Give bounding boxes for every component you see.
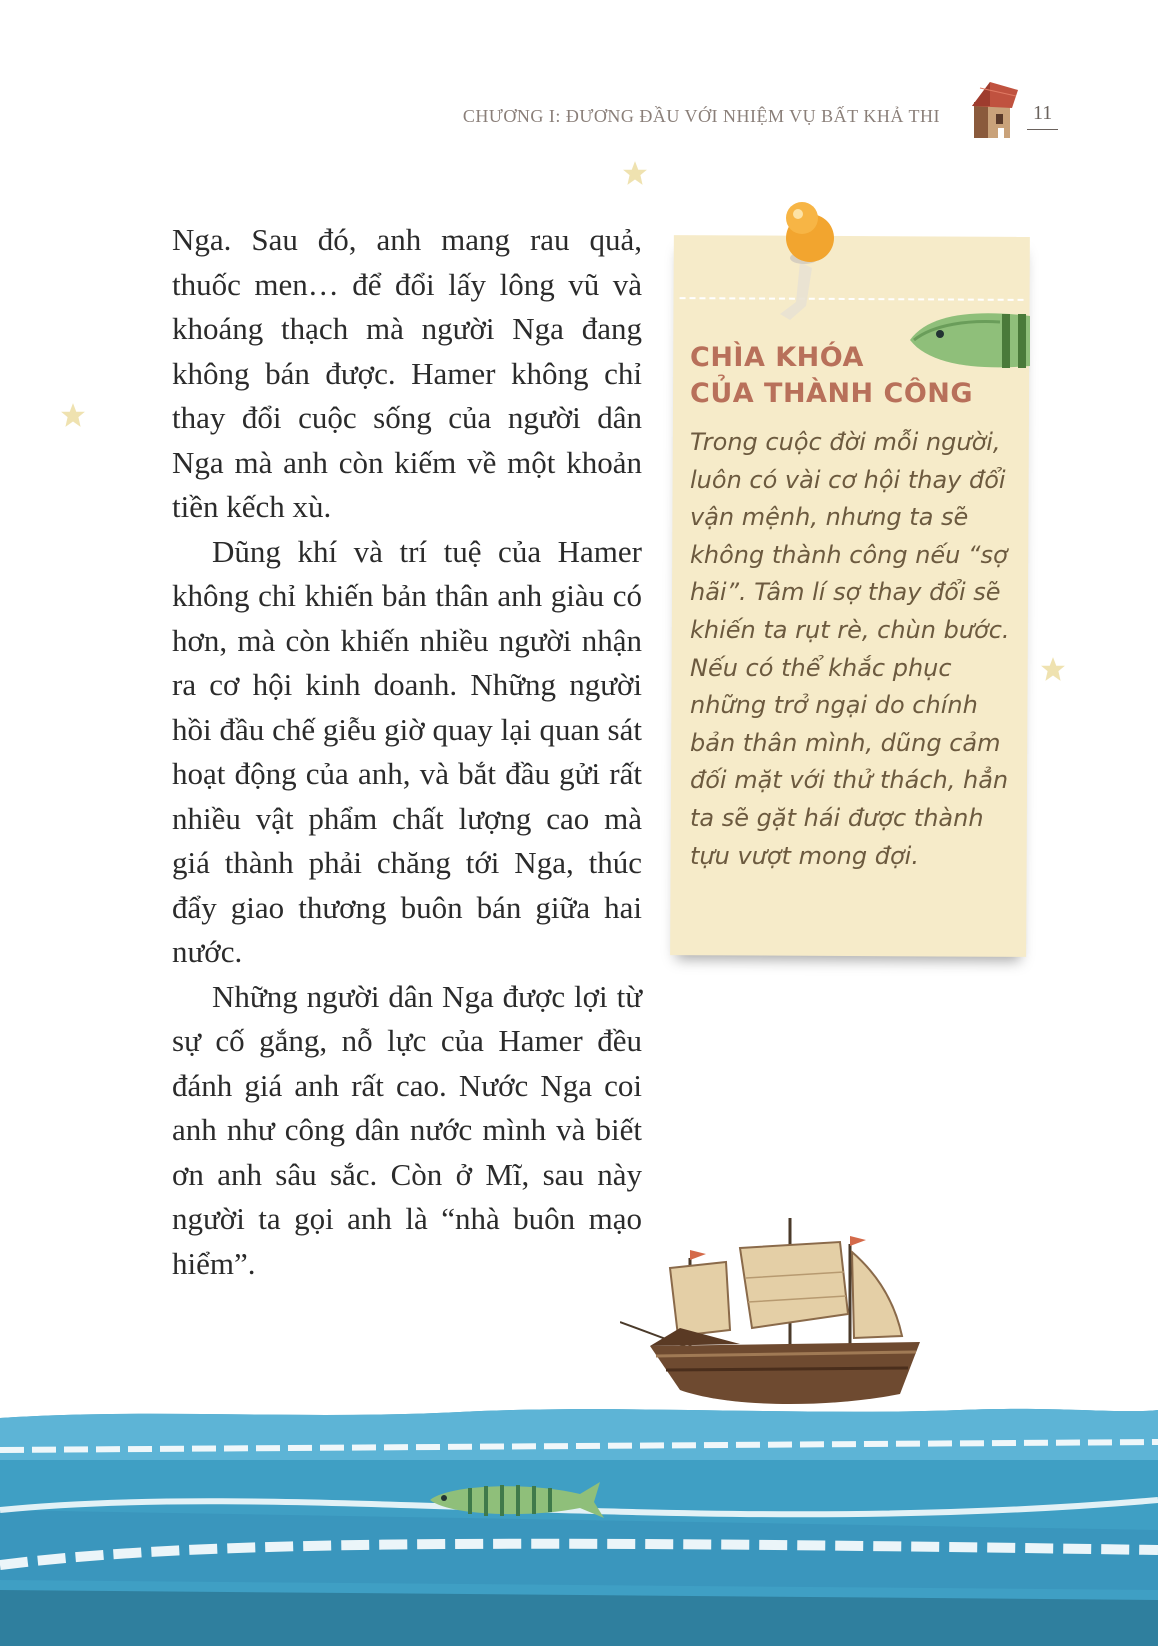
note-divider	[680, 297, 1024, 301]
sea-illustration	[0, 1390, 1158, 1646]
star-icon	[1040, 656, 1066, 682]
note-text: Trong cuộc đời mỗi người, luôn có vài cơ hội thay đổi vận mệnh, nhưng ta sẽ không thành công nếu “sợ hãi”. Tâm lí sợ thay đổi sẽ khiến ta rụt rè, chùn bước. Nếu có thể khắc phục những trở ngại do chính bản thân mình, dũng cảm đối mặt với thử thách, hẳn ta sẽ gặt hái được thành tựu vượt mong đợi.	[690, 428, 1010, 870]
page-header	[380, 96, 1060, 146]
paragraph: Dũng khí và trí tuệ của Hamer không chỉ khiến bản thân anh giàu có hơn, mà còn khiến nhiều người nhận ra cơ hội kinh doanh. Những người hồi đầu chế giễu giờ quay lại quan sát hoạt động của anh, và bắt đầu gửi rất nhiều vật phẩm chất lượng cao mà giá thành phải chăng tới Nga, thúc đẩy giao thương buôn bán giữa hai nước.	[172, 533, 642, 969]
house-icon	[970, 78, 1020, 140]
note-heading-line: CỦA THÀNH CÔNG	[690, 378, 974, 409]
pushpin-icon	[760, 202, 850, 332]
fish-icon	[910, 306, 1030, 372]
note-heading-line: CHÌA KHÓA	[690, 342, 864, 373]
paragraph: Nga. Sau đó, anh mang rau quả, thuốc men… để đổi lấy lông vũ và khoáng thạch mà người Nga đang không bán được. Hamer không chỉ thay đổi cuộc sống của người dân Nga mà anh còn kiếm về một khoản tiền kếch xù.	[172, 222, 642, 524]
star-icon	[60, 402, 86, 428]
chapter-title: CHƯƠNG I: ĐƯƠNG ĐẦU VỚI NHIỆM VỤ BẤT KHẢ THI	[462, 106, 940, 126]
page-number: 11	[1027, 102, 1058, 130]
star-icon	[622, 160, 648, 186]
body-text	[172, 218, 642, 1286]
paragraph: Những người dân Nga được lợi từ sự cố gắng, nỗ lực của Hamer đều đánh giá anh rất cao. Nước Nga coi anh như công dân nước mình và biết ơn anh sâu sắc. Còn ở Mĩ, sau này người ta gọi anh là “nhà buôn mạo hiểm”.	[172, 978, 642, 1281]
note-heading	[690, 340, 974, 412]
